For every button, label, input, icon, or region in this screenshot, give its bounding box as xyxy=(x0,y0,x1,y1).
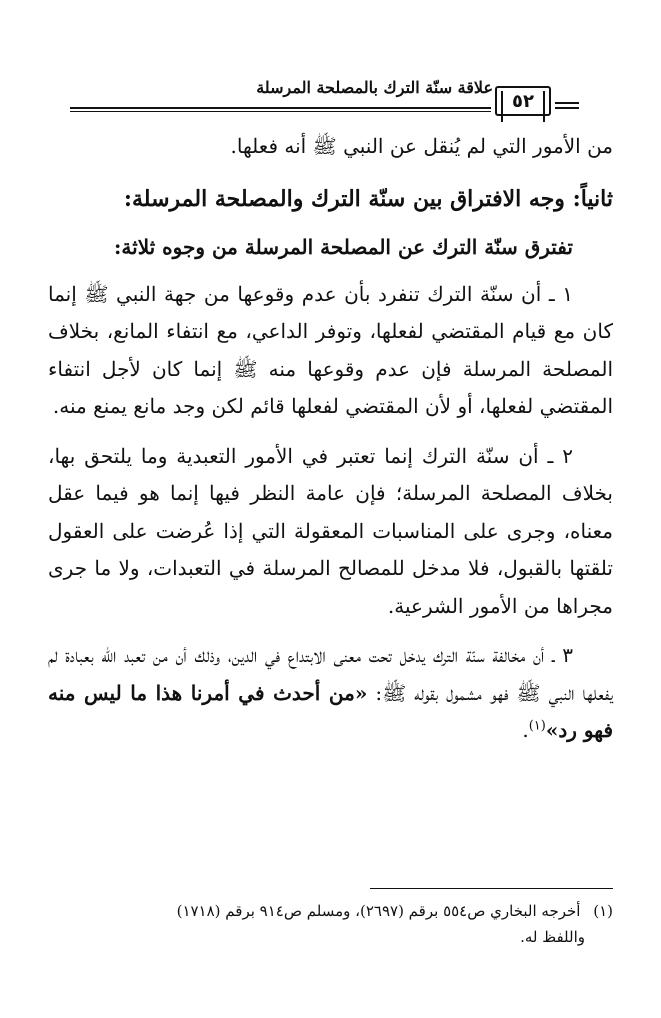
footnote xyxy=(48,898,613,950)
sentence-end: . xyxy=(522,718,529,742)
footnote-reference: (١) xyxy=(528,718,546,734)
point-3-paragraph xyxy=(48,637,613,750)
point-2-paragraph: ٢ ـ أن سنّة الترك إنما تعتبر في الأمور التعبدية وما يلتحق بها، بخلاف المصلحة المرسلة؛ فإن عامة النظر فيها إنما هو فيما عقل معناه، وجرى على المناسبات المعقولة التي إذا عُرضت على العقول تلقتها بالقبول، فلا مدخل للمصالح المرسلة في التعبدات، ولا ما جرى مجراها من الأمور الشرعية. xyxy=(48,443,613,618)
header-rule xyxy=(70,107,491,109)
page-number-box xyxy=(495,86,551,116)
footnote-text-line-2: واللفظ له. xyxy=(520,928,585,946)
footnote-separator xyxy=(370,888,613,889)
intro-line: من الأمور التي لم يُنقل عن النبي ﷺ أنه فعلها. xyxy=(230,134,613,158)
hadith-quote: «من أحدث في أمرنا هذا ما ليس منه فهو رد» xyxy=(48,680,613,742)
header-rule-short xyxy=(555,102,579,104)
point-3-text: ٣ ـ أن مخالفة سنّة الترك يدخل تحت معنى الابتداع في الدين، وذلك أن من تعبد الله بعبادة لم يفعلها النبي ﷺ فهو مشمول بقوله ﷺ: xyxy=(48,643,614,705)
page-header xyxy=(0,60,661,120)
footnote-text-line-1: أخرجه البخاري ص٥٥٤ برقم (٢٦٩٧)، ومسلم ص٩١٤ برقم (١٧١٨) xyxy=(176,902,581,920)
point-1-paragraph: ١ ـ أن سنّة الترك تنفرد بأن عدم وقوعها من جهة النبي ﷺ إنما كان مع قيام المقتضي لفعلها، وتوفر الداعي، مع انتفاء المانع، بخلاف المصلحة المرسلة فإن عدم وقوعها منه ﷺ إنما كان لأجل انتفاء المقتضي لفعلها، أو لأن المقتضي لفعلها قائم لكن وجد مانع يمنع منه. xyxy=(48,281,613,418)
header-rule-thin xyxy=(70,111,491,112)
header-rule-short-2 xyxy=(555,107,579,109)
page-number: ٥٢ xyxy=(512,91,534,112)
footnote-number: (١) xyxy=(593,902,613,920)
running-title: علاقة سنّة الترك بالمصلحة المرسلة xyxy=(256,78,493,97)
section-heading: ثانياً: وجه الافتراق بين سنّة الترك والمصلحة المرسلة: xyxy=(123,185,613,212)
main-text xyxy=(48,128,613,762)
sub-heading: تفترق سنّة الترك عن المصلحة المرسلة من وجوه ثلاثة: xyxy=(114,234,573,259)
